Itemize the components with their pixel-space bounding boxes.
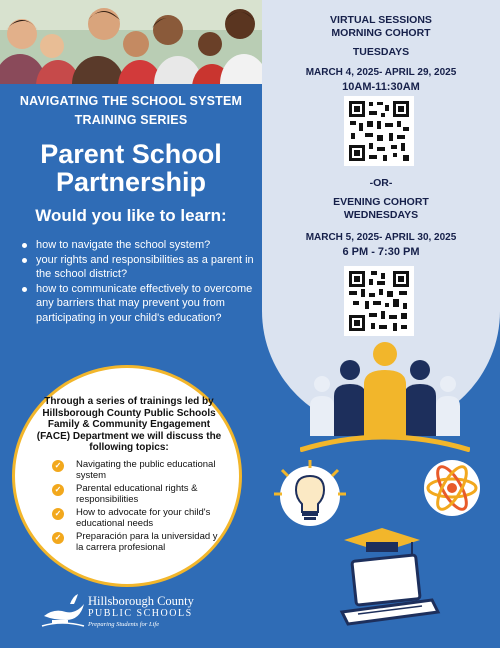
evening-day: WEDNESDAYS xyxy=(343,209,419,221)
qr-code-icon xyxy=(347,99,411,163)
learn-question: Would you like to learn: xyxy=(35,206,227,225)
topic-item xyxy=(52,460,222,481)
evening-qr-code[interactable] xyxy=(344,266,414,336)
community-figures-illustration xyxy=(300,340,470,452)
topics-list xyxy=(52,460,222,556)
topic-item xyxy=(52,484,222,505)
learn-list xyxy=(18,238,256,325)
education-icons-illustration xyxy=(262,450,500,648)
graduation-laptop-icon xyxy=(342,528,438,624)
logo-name: Hillsborough County xyxy=(88,594,194,608)
morning-day: TUESDAYS xyxy=(352,46,410,58)
people-group-icon xyxy=(300,340,470,452)
series-title-line1: NAVIGATING THE SCHOOL SYSTEM xyxy=(19,94,243,108)
virtual-heading-line1: VIRTUAL SESSIONS xyxy=(330,14,432,26)
main-title-line2: Partnership xyxy=(55,167,207,197)
check-icon: ✓ xyxy=(52,460,64,472)
topic-label: Navigating the public educational system xyxy=(76,459,216,481)
main-title xyxy=(0,140,262,196)
family-photo xyxy=(0,0,262,84)
morning-qr-code[interactable] xyxy=(344,96,414,166)
lamp-of-learning-icon xyxy=(40,590,86,630)
atom-icon xyxy=(424,460,480,516)
learn-item: your rights and responsibilities as a parent in the school district? xyxy=(18,253,256,282)
check-icon: ✓ xyxy=(52,508,64,520)
evening-heading-line1: EVENING COHORT xyxy=(333,196,429,208)
logo-schools: PUBLIC SCHOOLS xyxy=(88,608,193,619)
logo-tagline: Preparing Students for Life xyxy=(88,621,160,628)
virtual-heading-line2: MORNING COHORT xyxy=(331,27,431,39)
lightbulb-icon xyxy=(274,460,346,526)
qr-code-icon xyxy=(347,269,411,333)
morning-dates: MARCH 4, 2025- APRIL 29, 2025 xyxy=(305,67,457,78)
morning-time: 10AM-11:30AM xyxy=(342,81,420,93)
evening-heading xyxy=(262,196,500,222)
topic-label: Preparación para la universidad y la carrera profesional xyxy=(76,531,218,553)
icons-svg xyxy=(262,450,500,648)
learn-item: how to navigate the school system? xyxy=(18,238,256,253)
district-logo xyxy=(40,590,240,630)
learn-item: how to communicate effectively to overcome any barriers that may prevent you from participating in your child's education? xyxy=(18,282,256,326)
virtual-heading xyxy=(262,14,500,40)
topic-item xyxy=(52,532,222,553)
main-title-line1: Parent School xyxy=(40,139,222,169)
check-icon: ✓ xyxy=(52,484,64,496)
or-label: -OR- xyxy=(369,177,393,189)
evening-time: 6 PM - 7:30 PM xyxy=(342,246,420,258)
topic-item xyxy=(52,508,222,529)
family-photo-illustration xyxy=(0,0,262,84)
series-title-line2: TRAINING SERIES xyxy=(74,113,188,127)
topic-label: How to advocate for your child's educational needs xyxy=(76,507,211,529)
check-icon: ✓ xyxy=(52,532,64,544)
series-title xyxy=(0,92,262,130)
evening-dates: MARCH 5, 2025- APRIL 30, 2025 xyxy=(305,232,457,243)
topics-intro: Through a series of trainings led by Hillsborough County Public Schools Family & Community Engagement (FACE) Department we will discuss the following topics: xyxy=(36,396,222,453)
topic-label: Parental educational rights & responsibilities xyxy=(76,483,198,505)
